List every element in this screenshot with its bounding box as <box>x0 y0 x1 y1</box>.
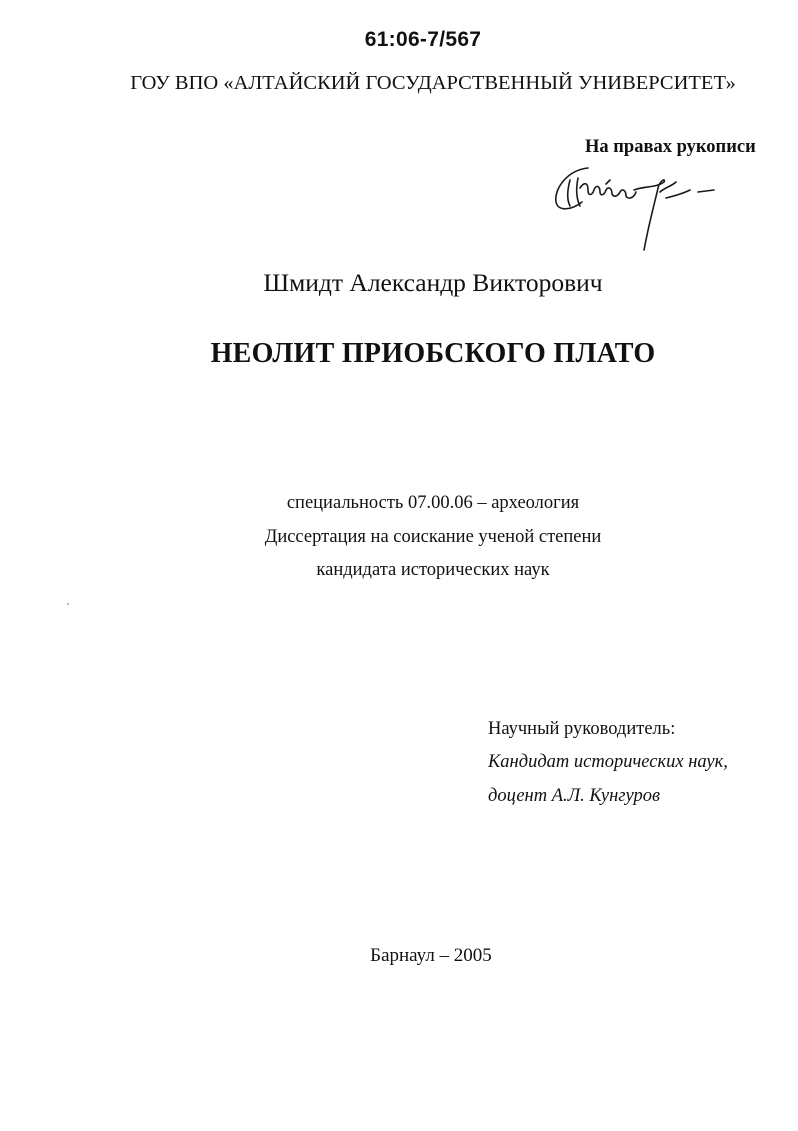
advisor-name: доцент А.Л. Кунгуров <box>488 786 660 806</box>
document-number: 61:06-7/567 <box>364 28 482 51</box>
rights-note: На правах рукописи <box>585 137 756 157</box>
advisor-label: Научный руководитель: <box>488 719 676 739</box>
dissertation-title: НЕОЛИТ ПРИОБСКОГО ПЛАТО <box>210 338 656 369</box>
place-and-year: Барнаул – 2005 <box>370 945 492 966</box>
author-name: Шмидт Александр Викторович <box>263 268 603 297</box>
organization-name: ГОУ ВПО «АЛТАЙСКИЙ ГОСУДАРСТВЕННЫЙ УНИВЕРСИТЕТ» <box>130 72 736 94</box>
scan-speck <box>67 603 69 605</box>
advisor-degree: Кандидат исторических наук, <box>488 752 728 772</box>
handwritten-signature-icon <box>548 158 738 258</box>
degree-line: Диссертация на соискание ученой степени <box>264 527 602 547</box>
specialty-line: специальность 07.00.06 – археология <box>286 493 580 513</box>
degree-field-line: кандидата исторических наук <box>316 560 550 580</box>
